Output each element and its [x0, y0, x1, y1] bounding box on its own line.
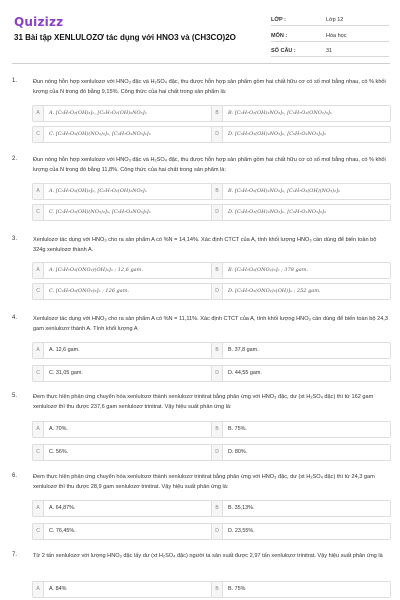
option-text: C. [C₆H₇O₂(ONO₂)₃]ₙ ; 126 gam. — [49, 288, 130, 294]
option-a[interactable] — [32, 581, 212, 598]
header-divider — [12, 63, 390, 64]
option-text: A. 64,87%. — [49, 505, 76, 511]
option-b[interactable] — [211, 421, 391, 438]
question-1 — [12, 78, 392, 158]
option-letter: B — [212, 106, 223, 121]
option-text: B. 37,8 gam. — [228, 347, 259, 353]
option-b[interactable] — [211, 105, 391, 122]
option-d[interactable] — [211, 126, 391, 143]
option-letter: D — [212, 445, 223, 460]
question-number: 7. — [12, 552, 18, 558]
option-letter: B — [212, 501, 223, 516]
option-a[interactable] — [32, 262, 212, 279]
option-letter: A — [33, 501, 44, 516]
question-number: 6. — [12, 473, 18, 479]
option-letter: D — [212, 524, 223, 539]
question-number: 2. — [12, 156, 18, 162]
option-letter: D — [212, 284, 223, 299]
option-c[interactable] — [32, 365, 212, 382]
option-text: A. [C₆H₇O₂(OH)₃]ₙ, [C₆H₇O₂(OH)₂NO₃]ₙ — [49, 188, 147, 194]
option-a[interactable] — [32, 500, 212, 517]
question-number: 3. — [12, 236, 18, 242]
option-letter: C — [33, 524, 44, 539]
option-text: B. [C₆H₇O₂(ONO₂)₃]ₙ ; 378 gam. — [228, 267, 309, 273]
question-text: Từ 2 tấn xenlulozơ với lượng HNO₃ đặc lấy dư (xt H₂SO₄ đặc) người ta sản xuất được 2,97 tấn xenlulozơ trinitrat. Vậy hiệu suất phản ứng là — [33, 553, 383, 559]
option-text: C. 56%. — [49, 449, 69, 455]
option-b[interactable] — [211, 342, 391, 359]
option-text: C. 31,05 gam. — [49, 370, 83, 376]
option-text: B. 75%. — [228, 426, 247, 432]
question-4 — [12, 315, 392, 395]
meta-key: MÔN : — [271, 33, 288, 39]
question-text: Xenlulozơ tác dụng với HNO₃ cho ra sản phẩm A có %N = 11,11%. Xác định CTCT của A, tính khối lượng HNO₃ cần dùng để biến toàn bộ 24,3 gam xenlulozơ thành A. Tính khối lượng A — [33, 316, 388, 332]
option-c[interactable] — [32, 204, 212, 221]
quizizz-logo: Quizizz — [14, 15, 64, 29]
question-7 — [12, 552, 392, 600]
option-text: B. [C₆H₇O₂(OH)₂NO₃]ₙ, [C₆H₇O₂(ONO₂)₃]ₙ — [228, 110, 332, 116]
option-c[interactable] — [32, 523, 212, 540]
option-letter: C — [33, 445, 44, 460]
option-c[interactable] — [32, 283, 212, 300]
option-text: B. 35,13%. — [228, 505, 255, 511]
option-a[interactable] — [32, 342, 212, 359]
option-c[interactable] — [32, 444, 212, 461]
option-text: A. 84% — [49, 586, 67, 592]
option-text: C. [C₆H₇O₂(OH)(NO₃)₂]ₙ, [C₆H₇O₂NO₃]₃]ₙ — [49, 209, 151, 215]
option-b[interactable] — [211, 500, 391, 517]
option-text: D. 80%. — [228, 449, 248, 455]
question-text: Đem thực hiện phản ứng chuyển hóa xenlulozơ thành xenlulozơ trinitrat bằng phản ứng với HNO₃ đặc, dư (xt H₂SO₄ đặc) thì từ 24,3 gam xenlulozơ thì thu được 28,9 gam xenlulozơ trinitrat. Vậy hiệu suất phản ứng là: — [33, 474, 375, 490]
option-text: D. 44,55 gam. — [228, 370, 262, 376]
option-d[interactable] — [211, 204, 391, 221]
option-letter: B — [212, 343, 223, 358]
question-2 — [12, 156, 392, 236]
option-d[interactable] — [211, 444, 391, 461]
option-text: C. 76,45%. — [49, 528, 76, 534]
meta-key: SỐ CÂU : — [271, 48, 296, 54]
option-d[interactable] — [211, 283, 391, 300]
meta-value: 31 — [326, 48, 333, 54]
meta-value: Hóa học — [326, 33, 347, 39]
option-letter: A — [33, 343, 44, 358]
option-c[interactable] — [32, 126, 212, 143]
question-text: Xenlulozơ tác dụng với HNO₃ cho ra sản phẩm A có %N = 14,14%. Xác định CTCT của A, tính khối lượng HNO₃ cần dùng để biến toàn bộ 324g xenlulozơ thành A. — [33, 237, 377, 253]
option-text: A. 12,6 gam. — [49, 347, 80, 353]
option-text: B. [C₆H₇O₂(OH)₂NO₃]ₙ, [C₆H₇O₂(OH)(NO₃)₂]ₙ — [228, 188, 341, 194]
option-letter: D — [212, 127, 223, 142]
question-number: 5. — [12, 393, 18, 399]
option-text: A. [C₆H₇O₂(ONO₂)(OH)₂]ₙ ; 12,6 gam. — [49, 267, 143, 273]
option-text: B. 75% — [228, 586, 246, 592]
option-letter: C — [33, 284, 44, 299]
option-b[interactable] — [211, 581, 391, 598]
option-letter: D — [212, 366, 223, 381]
question-number: 4. — [12, 315, 18, 321]
question-text: Đun nóng hỗn hợp xenlulozơ với HNO₃ đặc và H₂SO₄ đặc, thu được hỗn hợp sản phẩm gồm hai chất hữu cơ có số mol bằng nhau, có % khối lượng của N trong đó bằng 9,15%. Công thức của hai chất trong sản phẩm là: — [33, 79, 386, 95]
option-b[interactable] — [211, 262, 391, 279]
question-5 — [12, 393, 392, 473]
option-letter: A — [33, 106, 44, 121]
meta-key: LỚP : — [271, 17, 286, 23]
question-number: 1. — [12, 78, 18, 84]
option-letter: A — [33, 184, 44, 199]
meta-question-count — [271, 45, 389, 57]
option-letter: C — [33, 366, 44, 381]
question-text: Đun nóng hỗn hợp xenlulozơ với HNO₃ đặc và H₂SO₄ đặc, thu được hỗn hợp sản phẩm gồm hai chất hữu cơ có số mol bằng nhau, có % khối lượng của N trong đó bằng 11,8%. Công thức của hai chất trong sản phẩm là: — [33, 157, 386, 173]
option-text: D. [C₆H₇O₂(ONO₂)₂(OH)]ₙ ; 252 gam. — [228, 288, 321, 294]
option-d[interactable] — [211, 523, 391, 540]
document-header — [0, 0, 400, 62]
option-text: A. [C₆H₇O₂(OH)₃]ₙ, [C₆H₇O₂(OH)₂NO₃]ₙ — [49, 110, 147, 116]
meta-class — [271, 14, 389, 26]
option-letter: D — [212, 205, 223, 220]
option-letter: B — [212, 263, 223, 278]
option-letter: C — [33, 127, 44, 142]
option-letter: B — [212, 422, 223, 437]
meta-subject — [271, 30, 389, 42]
option-text: D. 23,55%. — [228, 528, 255, 534]
option-letter: B — [212, 184, 223, 199]
option-b[interactable] — [211, 183, 391, 200]
option-letter: A — [33, 422, 44, 437]
option-d[interactable] — [211, 365, 391, 382]
option-text: C. [C₆H₇O₂(OH)(NO₃)₂]ₙ, [C₆H₇O₂NO₃]₃]ₙ — [49, 131, 151, 137]
question-6 — [12, 473, 392, 553]
option-text: D. [C₆H₇O₂(OH)₂NO₃]ₙ, [C₆H₇O₂NO₃]₃]ₙ — [228, 131, 326, 137]
option-letter: C — [33, 205, 44, 220]
meta-value: Lớp 12 — [326, 17, 344, 23]
option-a[interactable] — [32, 183, 212, 200]
question-3 — [12, 236, 392, 316]
question-text: Đem thực hiện phản ứng chuyển hóa xenlulozơ thành xenlulozơ trinitrat bằng phản ứng với HNO₃ đặc, dư (xt H₂SO₄ đặc) thì từ 162 gam xenlulozơ thì thu được 237,6 gam xenlulozơ trinitrat. Vậy hiệu suất phản ứng là: — [33, 394, 374, 410]
option-a[interactable] — [32, 421, 212, 438]
option-text: D. [C₆H₇O₂(OH)₂NO₃]ₙ, [C₆H₇O₂NO₃]₃]ₙ — [228, 209, 326, 215]
option-letter: B — [212, 582, 223, 597]
option-text: A. 70%. — [49, 426, 68, 432]
option-letter: A — [33, 263, 44, 278]
option-letter: A — [33, 582, 44, 597]
page-title: 31 Bài tập XENLULOZƠ tác dụng với HNO3 và (CH3CO)2O — [14, 33, 236, 42]
option-a[interactable] — [32, 105, 212, 122]
